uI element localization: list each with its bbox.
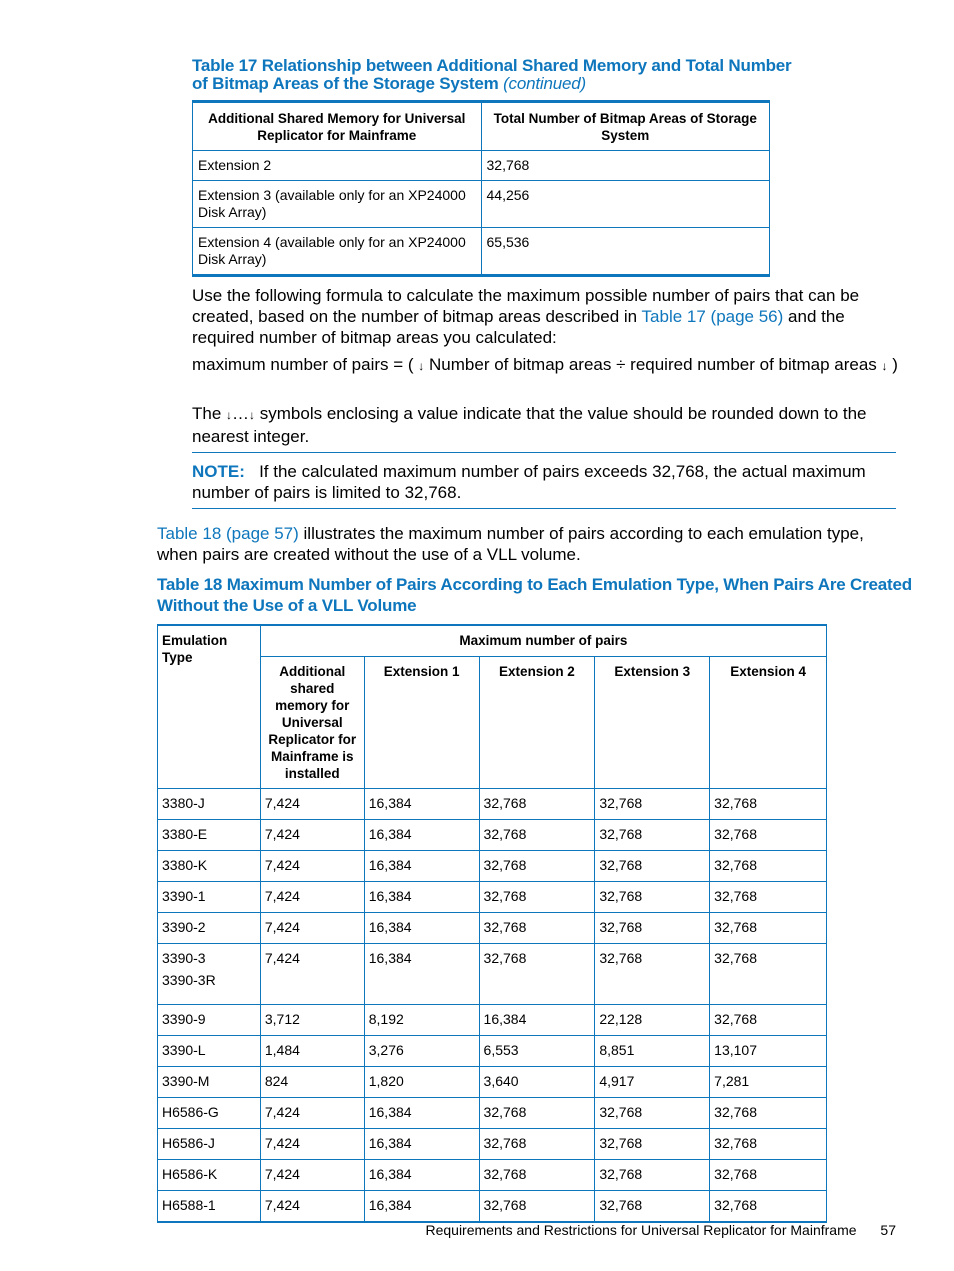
emulation-type: H6586-K xyxy=(162,1166,218,1182)
emulation-type-cell xyxy=(158,789,261,820)
table-cell: 16,384 xyxy=(364,789,479,820)
table-cell: 824 xyxy=(260,1067,364,1098)
paragraph-text: illustrates the maximum number of pairs according to each emulation type, when pairs are created without the use of a VLL volume. xyxy=(157,524,864,564)
table-cell: 32,768 xyxy=(710,1160,827,1191)
table-cell: 32,768 xyxy=(479,1191,595,1223)
table-cell: Extension 2 xyxy=(193,151,482,181)
paragraph-text: The xyxy=(192,404,222,423)
note-divider-bottom xyxy=(192,508,896,509)
header-max-pairs: Maximum number of pairs xyxy=(260,625,826,657)
table-row xyxy=(193,228,770,276)
table-cell: 32,768 xyxy=(710,1129,827,1160)
table-cell: 32,768 xyxy=(595,851,710,882)
table-cell: 16,384 xyxy=(364,944,479,1005)
emulation-type: 3390-L xyxy=(162,1042,206,1058)
paragraph-text: and the required number of bitmap areas you calculated: xyxy=(192,307,845,347)
emulation-type: 3380-K xyxy=(162,857,208,873)
table-cell: 16,384 xyxy=(364,913,479,944)
table-cell: 16,384 xyxy=(364,1129,479,1160)
table-cell: 32,768 xyxy=(479,1098,595,1129)
emulation-type-cell xyxy=(158,1098,261,1129)
note xyxy=(192,461,892,503)
table-cell: 7,424 xyxy=(260,882,364,913)
page-footer xyxy=(425,1222,896,1238)
table-cell: 32,768 xyxy=(479,1160,595,1191)
emulation-type: 3380-J xyxy=(162,795,205,811)
page-number: 57 xyxy=(880,1222,896,1238)
note-divider-top xyxy=(192,452,896,453)
table-18-intro-paragraph xyxy=(157,523,897,565)
table-cell: 16,384 xyxy=(364,1098,479,1129)
table-cell: 32,768 xyxy=(710,789,827,820)
table-cell: 13,107 xyxy=(710,1036,827,1067)
table-cell: 16,384 xyxy=(364,820,479,851)
table-cell: 32,768 xyxy=(710,1005,827,1036)
table-17-title xyxy=(192,57,791,93)
emulation-type-cell xyxy=(158,851,261,882)
table-cell: 1,820 xyxy=(364,1067,479,1098)
formula-text: ) xyxy=(892,355,898,374)
table-row xyxy=(158,820,827,851)
table-cell: 32,768 xyxy=(710,851,827,882)
table-cell: 16,384 xyxy=(364,1191,479,1223)
emulation-type-cell xyxy=(158,1005,261,1036)
emulation-type: 3390-1 xyxy=(162,888,206,904)
footer-text: Requirements and Restrictions for Universal Replicator for Mainframe xyxy=(425,1222,857,1238)
table-cell: 32,768 xyxy=(710,1098,827,1129)
emulation-type: 3390-9 xyxy=(162,1011,206,1027)
emulation-type: H6586-J xyxy=(162,1135,215,1151)
formula xyxy=(192,354,902,377)
table-cell: Extension 3 (available only for an XP24000 Disk Array) xyxy=(193,181,482,228)
emulation-type: H6588-1 xyxy=(162,1197,216,1213)
table-cell: 32,768 xyxy=(479,789,595,820)
table-cell: 32,768 xyxy=(479,913,595,944)
emulation-type: 3380-E xyxy=(162,826,208,842)
rounding-explanation xyxy=(192,403,892,447)
table-18-link[interactable]: Table 18 (page 57) xyxy=(157,524,299,543)
emulation-type: 3390-2 xyxy=(162,919,206,935)
emulation-type: 3390-3 xyxy=(162,950,206,966)
table-cell: 7,424 xyxy=(260,913,364,944)
emulation-type-cell xyxy=(158,944,261,1005)
table-cell: 4,917 xyxy=(595,1067,710,1098)
note-text: If the calculated maximum number of pairs exceeds 32,768, the actual maximum number of pairs is limited to 32,768. xyxy=(192,462,866,502)
table-cell: 32,768 xyxy=(710,820,827,851)
table-row xyxy=(158,1160,827,1191)
table-cell: 16,384 xyxy=(479,1005,595,1036)
table-cell: 32,768 xyxy=(595,913,710,944)
table-cell: 32,768 xyxy=(595,882,710,913)
table-cell: 3,276 xyxy=(364,1036,479,1067)
paragraph-text: symbols enclosing a value indicate that the value should be rounded down to the nearest integer. xyxy=(192,404,867,446)
table-cell: 7,424 xyxy=(260,851,364,882)
table-cell: 16,384 xyxy=(364,882,479,913)
table-cell: 1,484 xyxy=(260,1036,364,1067)
table-cell: 65,536 xyxy=(481,228,769,276)
table-cell: 8,851 xyxy=(595,1036,710,1067)
emulation-type: 3390-3R xyxy=(162,972,216,988)
table-cell: 3,640 xyxy=(479,1067,595,1098)
round-down-arrow-icon: ↓ xyxy=(226,408,233,422)
table-18 xyxy=(157,624,827,1223)
table-cell: 32,768 xyxy=(710,882,827,913)
table-17-link[interactable]: Table 17 (page 56) xyxy=(641,307,784,326)
table-cell: 6,553 xyxy=(479,1036,595,1067)
ellipsis: … xyxy=(232,404,250,423)
table-cell: 32,768 xyxy=(479,882,595,913)
table-row xyxy=(158,1005,827,1036)
table-cell: 7,424 xyxy=(260,789,364,820)
table-cell: 32,768 xyxy=(479,1129,595,1160)
round-down-arrow-icon: ↓ xyxy=(418,359,425,373)
table-cell: 32,768 xyxy=(481,151,769,181)
table-cell: 32,768 xyxy=(595,1098,710,1129)
emulation-type-cell xyxy=(158,882,261,913)
round-down-arrow-icon: ↓ xyxy=(881,359,888,373)
table-cell: 32,768 xyxy=(710,913,827,944)
emulation-type-cell xyxy=(158,1191,261,1223)
table-cell: 8,192 xyxy=(364,1005,479,1036)
emulation-type-cell xyxy=(158,913,261,944)
table-cell: 32,768 xyxy=(479,820,595,851)
table-row xyxy=(158,944,827,1005)
table-cell: 32,768 xyxy=(595,1129,710,1160)
table-17-header-bitmap: Total Number of Bitmap Areas of Storage System xyxy=(481,102,769,151)
subheader-extension-2: Extension 2 xyxy=(479,657,595,789)
paragraph-text: Use the following formula to calculate the maximum possible number of pairs that can be created, based on the number of bitmap areas described in xyxy=(192,286,860,326)
emulation-type-cell xyxy=(158,1067,261,1098)
table-cell: 22,128 xyxy=(595,1005,710,1036)
subheader-extension-3: Extension 3 xyxy=(595,657,710,789)
table-18-title xyxy=(157,574,912,616)
table-cell: 32,768 xyxy=(595,789,710,820)
emulation-type-cell xyxy=(158,1036,261,1067)
table-row xyxy=(158,789,827,820)
table-row xyxy=(193,181,770,228)
table-row xyxy=(158,1036,827,1067)
table-cell: 32,768 xyxy=(595,1191,710,1223)
table-cell: 7,424 xyxy=(260,944,364,1005)
formula-intro-paragraph xyxy=(192,285,892,348)
continued-label: (continued) xyxy=(503,74,586,93)
table-cell: 16,384 xyxy=(364,1160,479,1191)
table-cell: 32,768 xyxy=(710,1191,827,1223)
table-cell: 7,424 xyxy=(260,1160,364,1191)
table-row xyxy=(158,882,827,913)
table-17-title-line1: Table 17 Relationship between Additional Shared Memory and Total Number xyxy=(192,56,792,75)
emulation-type: 3390-M xyxy=(162,1073,210,1089)
table-cell: 7,424 xyxy=(260,1191,364,1223)
table-17-header-memory: Additional Shared Memory for Universal Replicator for Mainframe xyxy=(193,102,482,151)
subheader-extension-1: Extension 1 xyxy=(364,657,479,789)
round-down-arrow-icon: ↓ xyxy=(249,408,256,422)
table-cell: 7,424 xyxy=(260,1129,364,1160)
table-cell: 32,768 xyxy=(710,944,827,1005)
subheader-additional-memory: Additional shared memory for Universal Replicator for Mainframe is installed xyxy=(260,657,364,789)
note-label: NOTE: xyxy=(192,462,245,481)
table-cell: 3,712 xyxy=(260,1005,364,1036)
table-cell: 32,768 xyxy=(595,944,710,1005)
table-cell: 32,768 xyxy=(479,851,595,882)
table-17-title-line2: of Bitmap Areas of the Storage System xyxy=(192,74,499,93)
table-row xyxy=(158,1191,827,1223)
table-cell: 32,768 xyxy=(595,820,710,851)
table-18-title-line1: Table 18 Maximum Number of Pairs According to Each Emulation Type, When Pairs Are Created xyxy=(157,575,912,594)
table-cell: 32,768 xyxy=(595,1160,710,1191)
table-cell: 7,424 xyxy=(260,820,364,851)
table-row xyxy=(158,1067,827,1098)
table-row xyxy=(193,151,770,181)
header-emulation-type: Emulation Type xyxy=(158,625,261,789)
table-cell: 7,281 xyxy=(710,1067,827,1098)
emulation-type-cell xyxy=(158,820,261,851)
table-row xyxy=(158,851,827,882)
table-cell: 7,424 xyxy=(260,1098,364,1129)
table-row xyxy=(158,1129,827,1160)
table-row xyxy=(158,913,827,944)
formula-text: maximum number of pairs = ( xyxy=(192,355,414,374)
emulation-type-cell xyxy=(158,1160,261,1191)
table-17 xyxy=(192,100,770,277)
formula-text: Number of bitmap areas ÷ required number of bitmap areas xyxy=(429,355,877,374)
table-cell: 16,384 xyxy=(364,851,479,882)
table-row xyxy=(158,1098,827,1129)
table-cell: 32,768 xyxy=(479,944,595,1005)
table-cell: 44,256 xyxy=(481,181,769,228)
emulation-type-cell xyxy=(158,1129,261,1160)
emulation-type: H6586-G xyxy=(162,1104,219,1120)
subheader-extension-4: Extension 4 xyxy=(710,657,827,789)
table-18-title-line2: Without the Use of a VLL Volume xyxy=(157,596,417,615)
table-cell: Extension 4 (available only for an XP24000 Disk Array) xyxy=(193,228,482,276)
